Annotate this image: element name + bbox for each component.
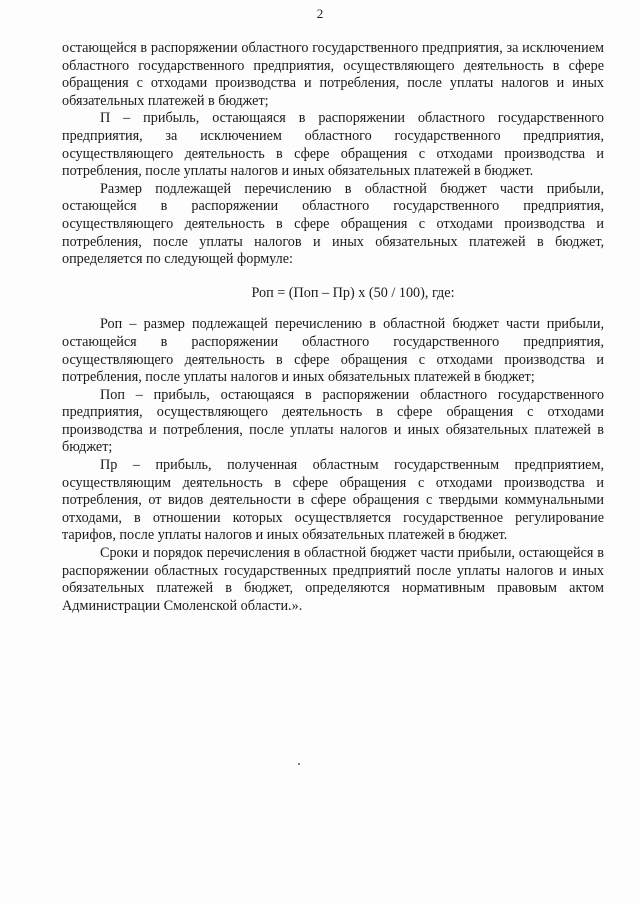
page-number: 2 bbox=[316, 6, 324, 21]
definition-rop: Роп – размер подлежащей перечислению в областной бюджет части прибыли, остающейся в распоряжении областного государственного предприятия, осуществляющего деятельность в сфере обращения с отходами производства и потребления, после уплаты налогов и иных обязательных платежей в бюджет; bbox=[62, 316, 604, 386]
paragraph-terms-and-procedure: Сроки и порядок перечисления в областной бюджет части прибыли, остающейся в распоряжении областных государственных предприятий после уплаты налогов и иных обязательных платежей в бюджет, определяются нормативным правовым актом Администрации Смоленской области.». bbox=[62, 545, 604, 614]
paragraph-formula-intro: Размер подлежащей перечислению в областной бюджет части прибыли, остающейся в распоряжении областного государственного предприятия, осуществляющего деятельность в сфере обращения с отходами производства и потребления, после уплаты налогов и иных обязательных платежей в бюджет, определяется по следующей формуле: bbox=[62, 180, 604, 268]
definition-pr: Пр – прибыль, полученная областным государственным предприятием, осуществляющим деятельность в сфере обращения с отходами производства и потребления, от видов деятельности в сфере обращения с твердыми коммунальными отходами, в отношении которых осуществляется государственное регулирование тарифов, после уплаты налогов и иных обязательных платежей в бюджет. bbox=[62, 457, 604, 544]
definition-pop: Поп – прибыль, остающаяся в распоряжении областного государственного предприятия, осуществляющего деятельность в сфере обращения с отходами производства и потребления, после уплаты налогов и иных обязательных платежей в бюджет; bbox=[62, 386, 604, 456]
paragraph-p-definition: П – прибыль, остающаяся в распоряжении областного государственного предприятия, за исключением областного государственного предприятия, осуществляющего деятельность в сфере обращения с отходами производства и потребления, после уплаты налогов и иных обязательных платежей в бюджет. bbox=[62, 110, 604, 180]
paragraph-continuation: остающейся в распоряжении областного государственного предприятия, за исключением областного государственного предприятия, осуществляющего деятельность в сфере обращения с отходами производства и потребления, после уплаты налогов и иных обязательных платежей в бюджет; bbox=[62, 40, 604, 109]
formula: Роп = (Поп – Пр) х (50 / 100), где: bbox=[251, 284, 455, 301]
document-body bbox=[62, 40, 604, 615]
scan-speck bbox=[298, 763, 300, 765]
